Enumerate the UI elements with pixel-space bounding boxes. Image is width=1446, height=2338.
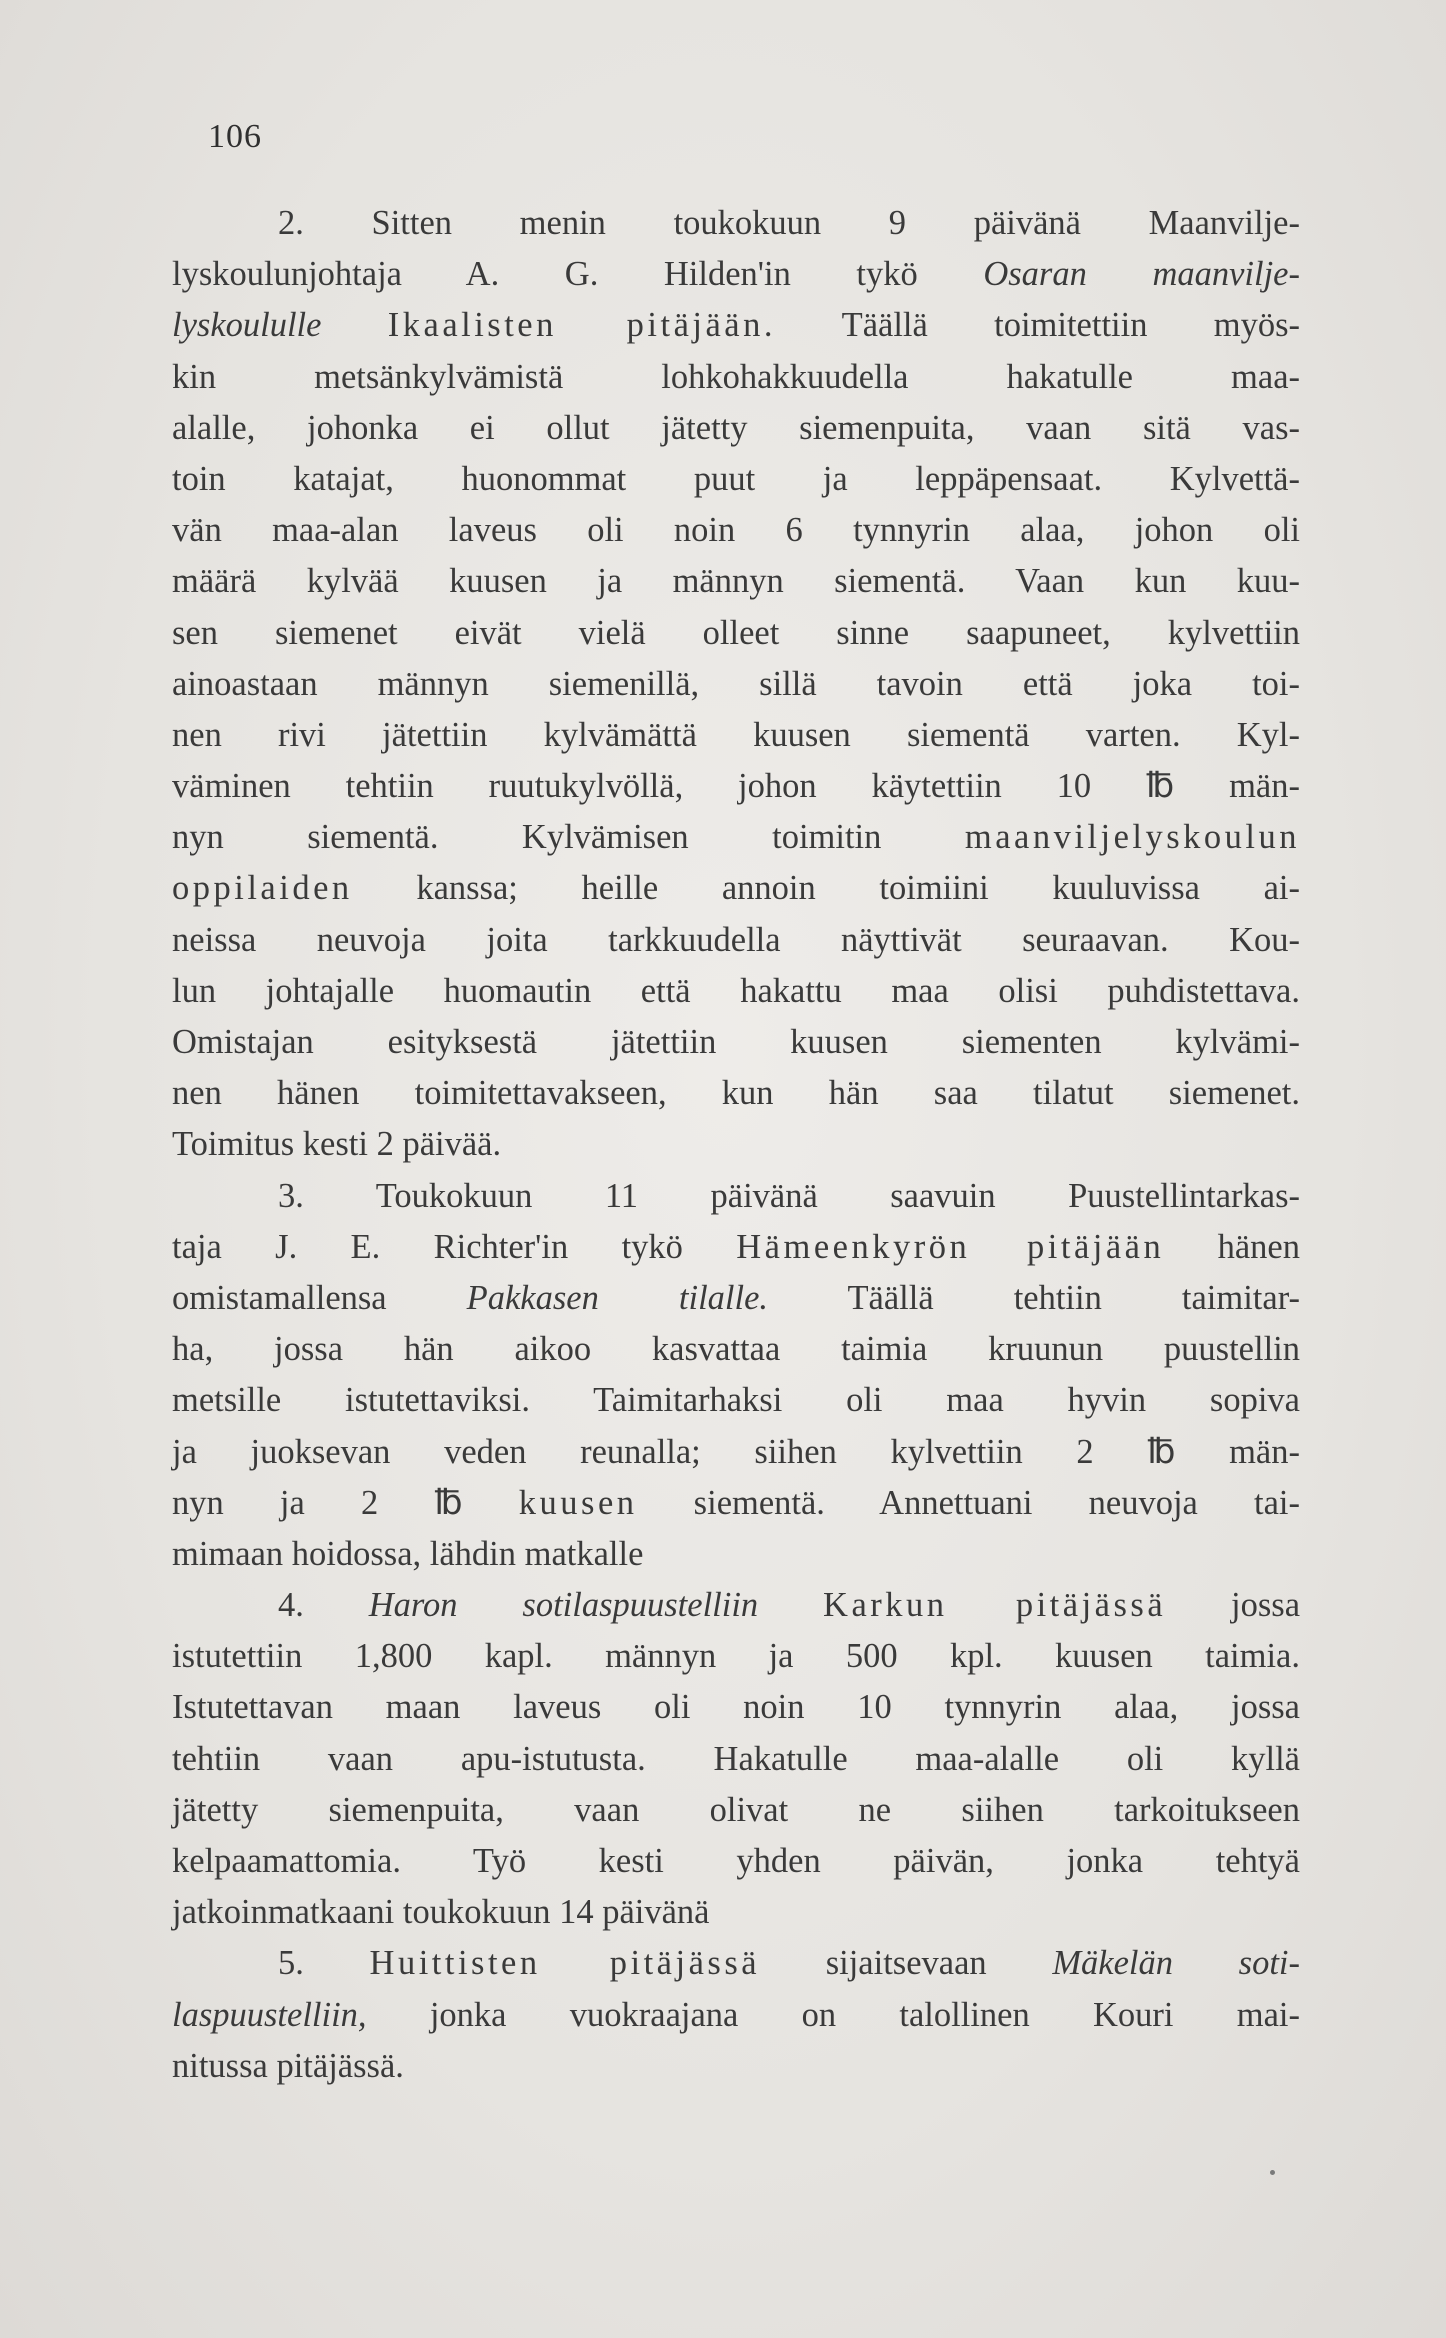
- text-line: [172, 249, 1300, 300]
- text-segment: kelpaamattomia. Työ kesti yhden päivän, jonka tehtyä: [172, 1842, 1300, 1880]
- text-line: [172, 403, 1300, 454]
- body-text: [172, 198, 1300, 2092]
- text-segment: väminen tehtiin ruutukylvöllä, johon käytettiin 10 ℔ män-: [172, 767, 1300, 806]
- text-line: [172, 1068, 1300, 1119]
- text-segment: toin katajat, huonommat puut ja leppäpensaat. Kylvettä-: [172, 459, 1300, 498]
- text-line: [172, 300, 1300, 351]
- text-segment: nitussa pitäjässä.: [172, 2046, 404, 2085]
- italic-text: lyskoululle: [172, 306, 322, 345]
- italic-text: Osaran maanvilje-: [983, 255, 1300, 294]
- text-segment: 4.: [278, 1586, 369, 1625]
- text-line: [172, 505, 1300, 556]
- text-line: [172, 1222, 1300, 1273]
- text-segment: tehtiin vaan apu-istutusta. Hakatulle maa-alalle oli kyllä: [172, 1739, 1300, 1778]
- spaced-text: kuusen: [518, 1483, 638, 1522]
- spaced-text: Karkun pitäjässä: [823, 1586, 1167, 1625]
- italic-text: Haron sotilaspuustelliin: [368, 1586, 759, 1625]
- text-line: [172, 915, 1300, 966]
- text-line: [172, 1631, 1300, 1682]
- text-segment: alalle, johonka ei ollut jätetty siemenpuita, vaan sitä vas-: [172, 408, 1300, 447]
- text-segment: lun johtajalle huomautin että hakattu maa olisi puhdistettava.: [172, 971, 1300, 1010]
- text-line: [172, 1580, 1300, 1631]
- spaced-text: Hämeenkyrön pitäjään: [736, 1227, 1165, 1266]
- text-line: [172, 1836, 1300, 1887]
- text-segment: Täällä tehtiin taimitar-: [768, 1278, 1300, 1317]
- text-line: [172, 1017, 1300, 1068]
- text-segment: taja J. E. Richter'in tykö: [172, 1227, 737, 1266]
- text-segment: [321, 306, 387, 344]
- text-line: [172, 1529, 1300, 1580]
- text-segment: jonka vuokraajana on talollinen Kouri mai-: [366, 1995, 1300, 2034]
- text-line: [172, 659, 1300, 710]
- text-segment: 5.: [278, 1944, 370, 1983]
- text-segment: nyn siementä. Kylvämisen toimitin: [172, 818, 965, 857]
- spaced-text: Ikaalisten pitäjään.: [387, 306, 776, 345]
- text-segment: siementä. Annettuani neuvoja tai-: [637, 1483, 1300, 1522]
- text-line: [172, 863, 1300, 914]
- text-segment: ainoastaan männyn siemenillä, sillä tavoin että joka toi-: [172, 664, 1300, 703]
- text-segment: vän maa-alan laveus oli noin 6 tynnyrin alaa, johon oli: [172, 511, 1300, 550]
- text-segment: jatkoinmatkaani toukokuun 14 päivänä: [172, 1893, 710, 1932]
- text-line: [172, 1427, 1300, 1478]
- italic-text: laspuustelliin,: [172, 1995, 367, 2034]
- text-segment: ha, jossa hän aikoo kasvattaa taimia kruunun puustellin: [172, 1330, 1300, 1369]
- text-segment: istutettiin 1,800 kapl. männyn ja 500 kpl. kuusen taimia.: [172, 1637, 1300, 1676]
- text-segment: neissa neuvoja joita tarkkuudella näyttivät seuraavan. Kou-: [172, 920, 1300, 959]
- text-line: [172, 1119, 1300, 1170]
- text-line: [172, 1990, 1300, 2041]
- text-segment: 3. Toukokuun 11 päivänä saavuin Puustellintarkas-: [278, 1176, 1300, 1215]
- text-line: [172, 1682, 1300, 1733]
- text-segment: kanssa; heille annoin toimiini kuuluvissa ai-: [352, 869, 1300, 908]
- italic-text: Pakkasen tilalle.: [466, 1278, 769, 1317]
- text-line: [172, 761, 1300, 812]
- text-segment: nyn ja 2 ℔: [172, 1483, 519, 1522]
- text-line: [172, 352, 1300, 403]
- text-segment: sijaitsevaan: [760, 1944, 1053, 1983]
- text-segment: määrä kylvää kuusen ja männyn siementä. Vaan kun kuu-: [172, 562, 1300, 601]
- print-speck: [1270, 2170, 1275, 2175]
- text-line: [172, 1938, 1300, 1989]
- spaced-text: oppilaiden: [172, 869, 353, 908]
- text-line: [172, 710, 1300, 761]
- text-segment: mimaan hoidossa, lähdin matkalle: [172, 1534, 644, 1573]
- text-segment: Täällä toimitettiin myös-: [775, 306, 1300, 345]
- text-segment: nen hänen toimitettavakseen, kun hän saa tilatut siemenet.: [172, 1074, 1300, 1113]
- text-line: [172, 454, 1300, 505]
- text-line: [172, 1273, 1300, 1324]
- text-segment: sen siemenet eivät vielä olleet sinne saapuneet, kylvettiin: [172, 613, 1300, 652]
- text-line: [172, 1478, 1300, 1529]
- text-segment: nen rivi jätettiin kylvämättä kuusen siementä varten. Kyl-: [172, 715, 1300, 754]
- text-line: [172, 1734, 1300, 1785]
- text-line: [172, 2041, 1300, 2092]
- text-segment: omistamallensa: [172, 1278, 467, 1317]
- text-segment: kin metsänkylvämistä lohkohakkuudella hakatulle maa-: [172, 357, 1300, 396]
- text-line: [172, 966, 1300, 1017]
- text-segment: 2. Sitten menin toukokuun 9 päivänä Maanvilje-: [278, 204, 1300, 242]
- text-line: [172, 1171, 1300, 1222]
- text-segment: hänen: [1164, 1227, 1300, 1266]
- page-number: 106: [208, 118, 262, 155]
- text-line: [172, 608, 1300, 659]
- text-line: [172, 556, 1300, 607]
- text-line: [172, 1887, 1300, 1938]
- italic-text: Mäkelän soti-: [1052, 1944, 1300, 1983]
- text-segment: ja juoksevan veden reunalla; siihen kylvettiin 2 ℔ män-: [172, 1432, 1300, 1471]
- text-segment: lyskoulunjohtaja A. G. Hilden'in tykö: [172, 255, 984, 294]
- spaced-text: Huittisten pitäjässä: [369, 1944, 761, 1983]
- text-segment: [758, 1586, 823, 1624]
- text-line: [172, 812, 1300, 863]
- text-line: [172, 1375, 1300, 1426]
- spaced-text: maanviljelyskoulun: [964, 818, 1300, 857]
- text-segment: Toimitus kesti 2 päivää.: [172, 1125, 502, 1164]
- text-line: [172, 1324, 1300, 1375]
- text-segment: Istutettavan maan laveus oli noin 10 tynnyrin alaa, jossa: [172, 1688, 1300, 1727]
- text-line: [172, 198, 1300, 249]
- text-segment: jossa: [1166, 1586, 1301, 1625]
- text-segment: metsille istutettaviksi. Taimitarhaksi oli maa hyvin sopiva: [172, 1381, 1300, 1420]
- text-line: [172, 1785, 1300, 1836]
- text-segment: jätetty siemenpuita, vaan olivat ne siihen tarkoitukseen: [172, 1790, 1300, 1829]
- text-segment: Omistajan esityksestä jätettiin kuusen siementen kylvämi-: [172, 1023, 1300, 1061]
